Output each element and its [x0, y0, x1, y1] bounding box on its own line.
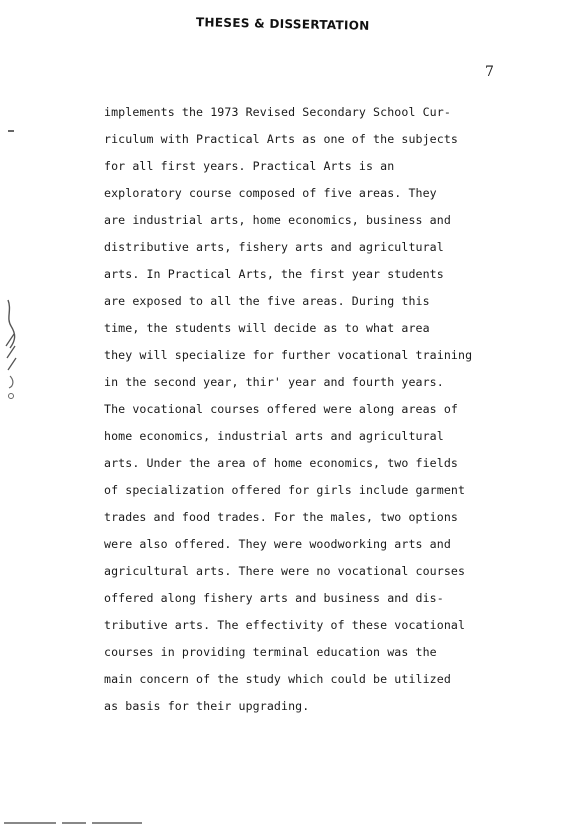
scan-footer-mark — [92, 822, 142, 824]
margin-tick — [8, 130, 14, 132]
text-line: as basis for their upgrading. — [104, 699, 310, 713]
scan-footer-mark — [4, 822, 56, 824]
text-line: riculum with Practical Arts as one of the subjects — [104, 132, 459, 146]
theses-dissertation-stamp: THESES & DISSERTATION — [195, 15, 370, 33]
text-line: were also offered. They were woodworking arts and — [104, 537, 451, 551]
text-line: arts. In Practical Arts, the first year students — [104, 267, 444, 281]
text-line: are exposed to all the five areas. During this — [104, 294, 430, 308]
text-line: they will specialize for further vocational training — [104, 348, 473, 362]
scan-footer-strip — [4, 820, 154, 826]
text-line: main concern of the study which could be utilized — [104, 672, 451, 686]
text-line: offered along fishery arts and business and dis- — [104, 591, 444, 605]
text-line: home economics, industrial arts and agricultural — [104, 429, 444, 443]
text-line: trades and food trades. For the males, two options — [104, 510, 459, 524]
text-line: distributive arts, fishery arts and agricultural — [104, 240, 444, 254]
body-paragraph — [104, 99, 534, 720]
page-number: 7 — [485, 64, 494, 80]
text-line: for all first years. Practical Arts is an — [104, 159, 395, 173]
text-line: time, the students will decide as to what area — [104, 321, 430, 335]
text-line: The vocational courses offered were along areas of — [104, 402, 459, 416]
scan-footer-mark — [62, 822, 86, 824]
text-line: implements the 1973 Revised Secondary School Cur- — [104, 105, 451, 119]
text-line: exploratory course composed of five areas. They — [104, 186, 437, 200]
text-line: in the second year, thir' year and fourth years. — [104, 375, 444, 389]
text-line: of specialization offered for girls include garment — [104, 483, 466, 497]
text-line: tributive arts. The effectivity of these vocational — [104, 618, 466, 632]
text-line: agricultural arts. There were no vocational courses — [104, 564, 466, 578]
margin-handwriting-mark — [2, 296, 26, 406]
text-line: courses in providing terminal education was the — [104, 645, 437, 659]
text-line: arts. Under the area of home economics, two fields — [104, 456, 459, 470]
text-line: are industrial arts, home economics, business and — [104, 213, 451, 227]
